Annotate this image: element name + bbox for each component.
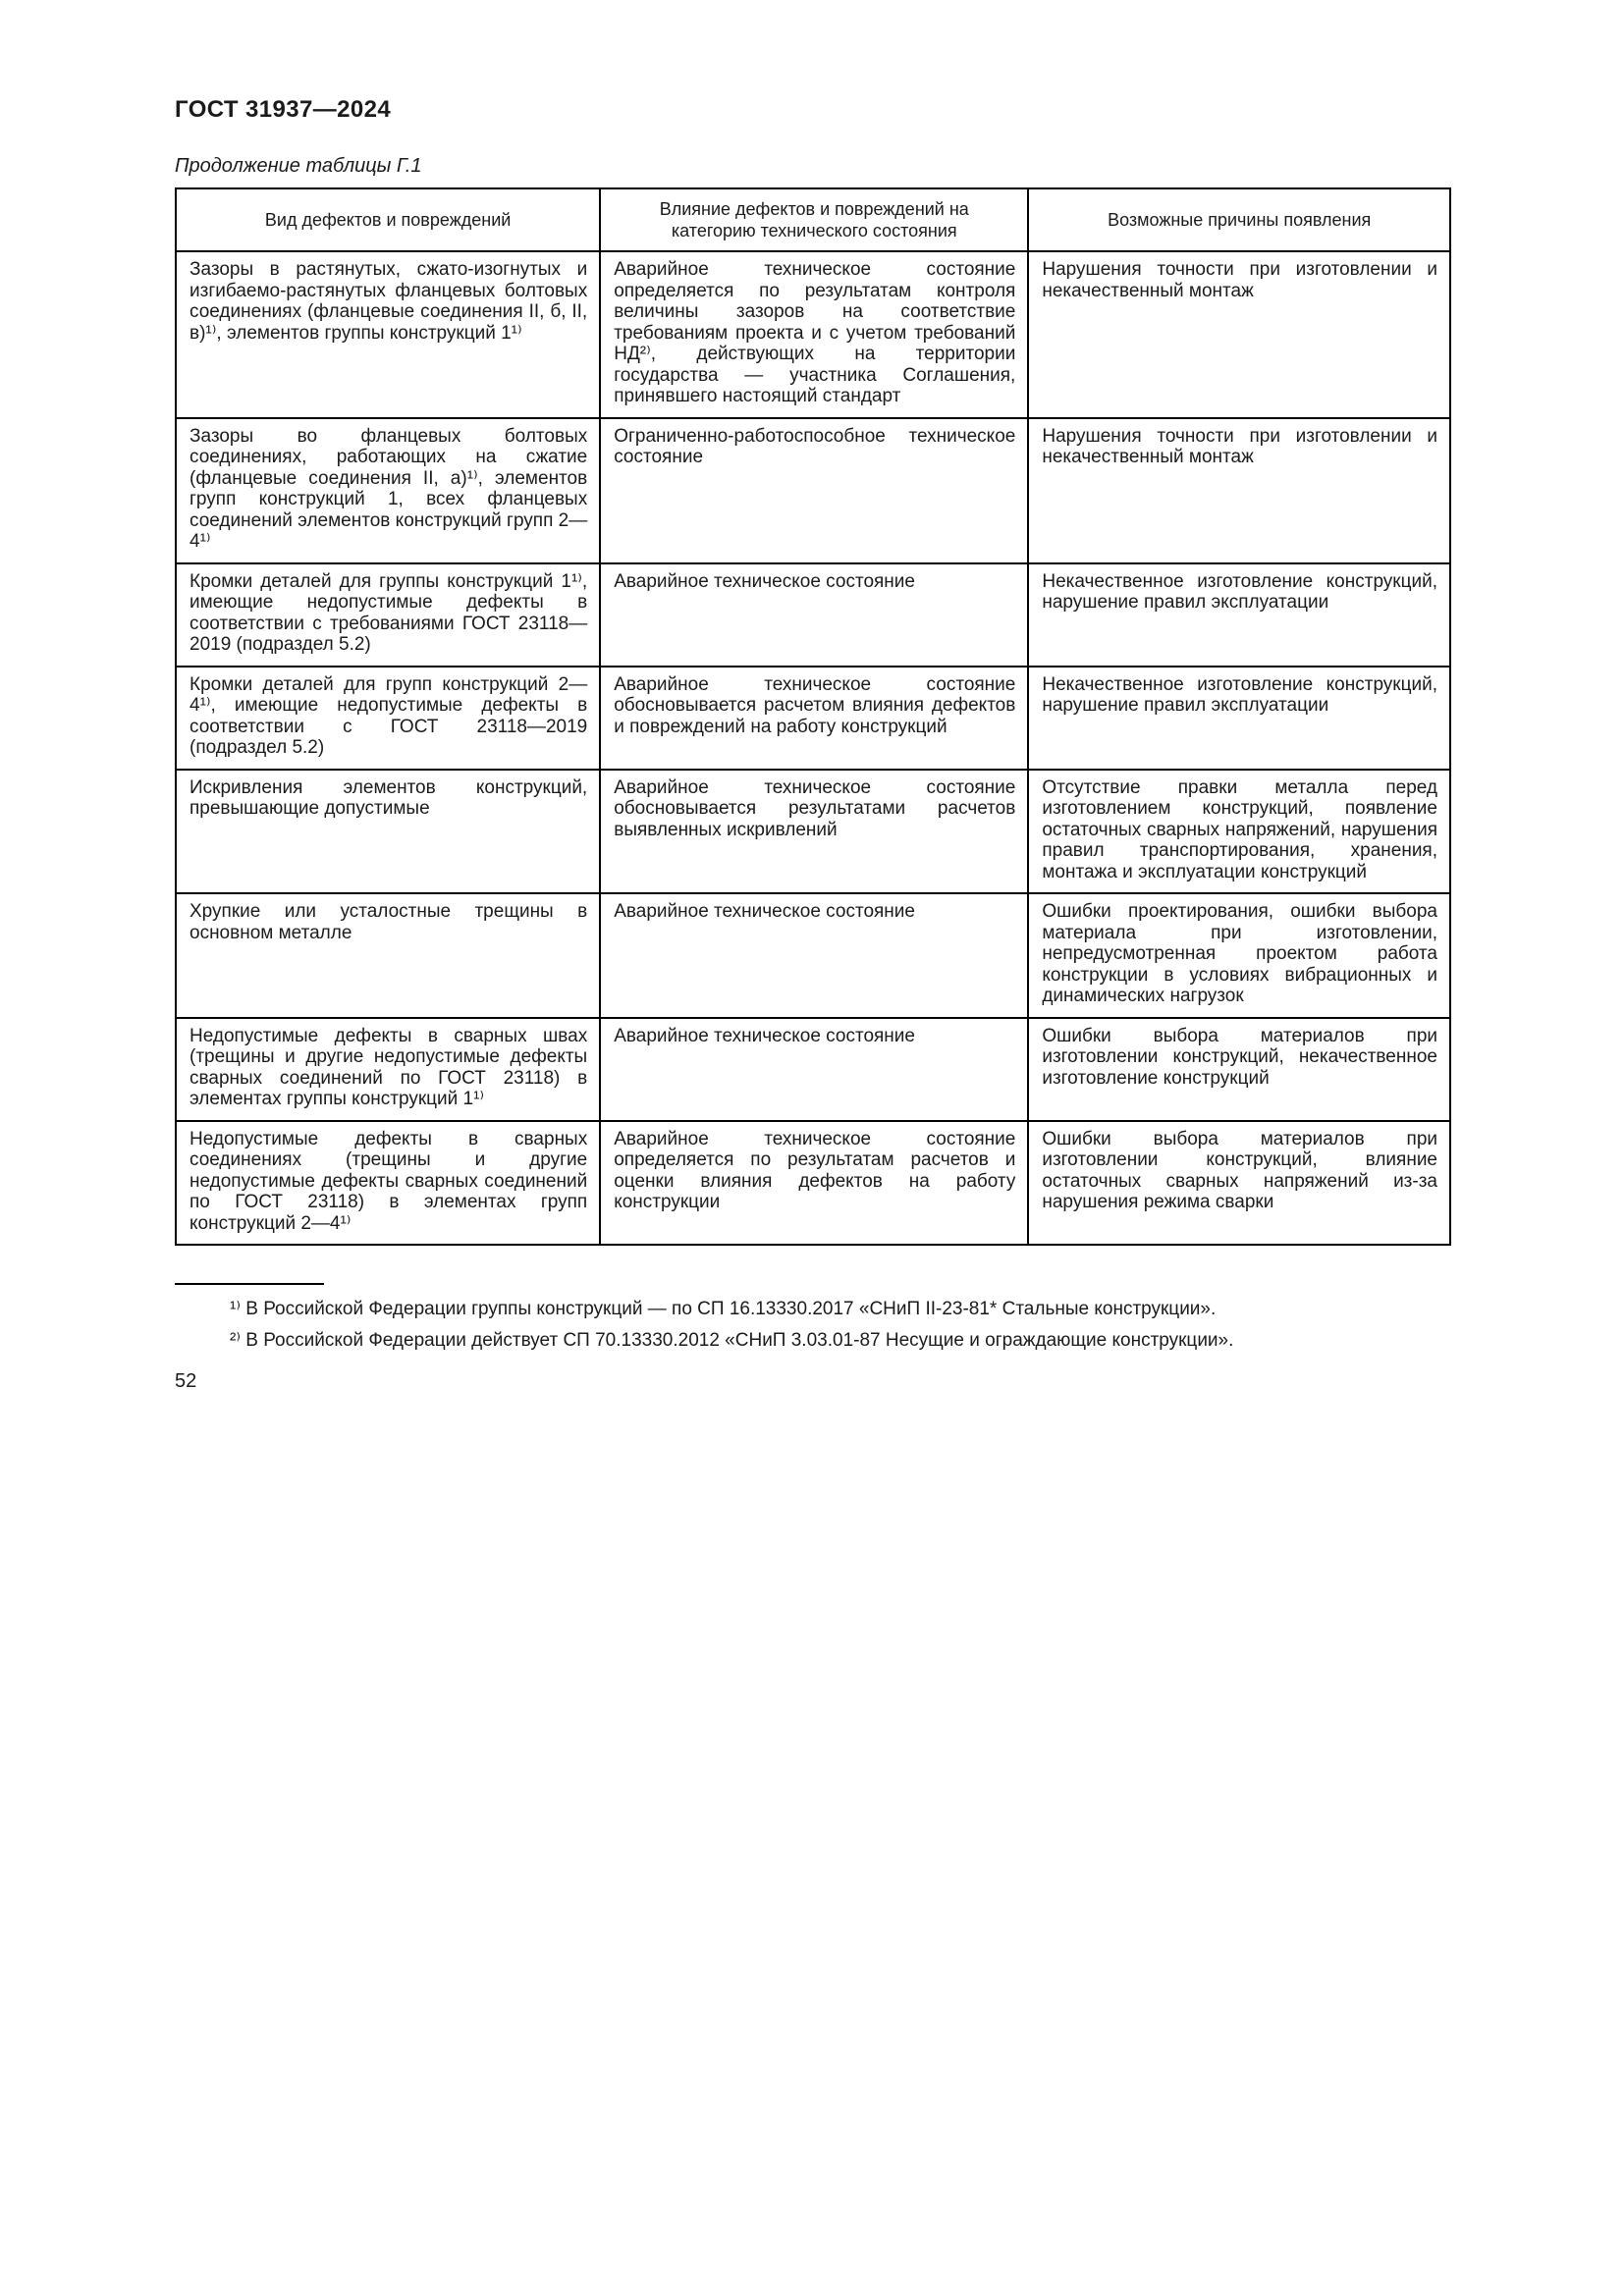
cell-causes: Ошибки проектирования, ошибки выбора материала при изготовлении, непредусмотренная проектом работа конструкции в условиях вибрационных и динамических нагрузок xyxy=(1028,893,1450,1018)
page-content xyxy=(175,96,1451,1393)
cell-influence: Аварийное техническое состояние обосновывается результатами расчетов выявленных искривлений xyxy=(600,770,1028,894)
table-continuation-caption: Продолжение таблицы Г.1 xyxy=(175,155,422,177)
table-row xyxy=(176,418,1450,563)
cell-defect-type: Недопустимые дефекты в сварных соединениях (трещины и другие недопустимые дефекты сварных соединений по ГОСТ 23118) в элементах групп конструкций 2—4¹⁾ xyxy=(176,1121,600,1246)
cell-defect-type: Зазоры в растянутых, сжато-изогнутых и изгибаемо-растянутых фланцевых болтовых соединениях (фланцевые соединения II, б, II, в)¹⁾, элементов группы конструкций 1¹⁾ xyxy=(176,251,600,418)
footnotes-section xyxy=(175,1283,1451,1353)
footnote-2: ²⁾ В Российской Федерации действует СП 70.13330.2012 «СНиП 3.03.01-87 Несущие и ограждающие конструкции». xyxy=(230,1330,1234,1351)
header-influence: Влияние дефектов и повреждений на категорию технического состояния xyxy=(600,188,1028,251)
header-defect-type: Вид дефектов и повреждений xyxy=(176,188,600,251)
cell-influence: Аварийное техническое состояние определяется по результатам контроля величины зазоров на соответствие требованиям проекта и с учетом требований НД²⁾, действующих на территории государства — участника Соглашения, принявшего настоящий стандарт xyxy=(600,251,1028,418)
table-row xyxy=(176,1121,1450,1246)
document-number: ГОСТ 31937—2024 xyxy=(175,96,392,123)
cell-defect-type: Зазоры во фланцевых болтовых соединениях, работающих на сжатие (фланцевые соединения II, а)¹⁾, элементов групп конструкций 1, всех фланцевых соединений элементов конструкций групп 2—4¹⁾ xyxy=(176,418,600,563)
cell-causes: Ошибки выбора материалов при изготовлении конструкций, влияние остаточных сварных напряжений из-за нарушения режима сварки xyxy=(1028,1121,1450,1246)
cell-influence: Аварийное техническое состояние определяется по результатам расчетов и оценки влияния дефектов на работу конструкции xyxy=(600,1121,1028,1246)
cell-defect-type: Кромки деталей для групп конструкций 2—4¹⁾, имеющие недопустимые дефекты в соответствии с ГОСТ 23118—2019 (подраздел 5.2) xyxy=(176,667,600,770)
table-row xyxy=(176,770,1450,894)
cell-influence: Аварийное техническое состояние xyxy=(600,1018,1028,1121)
cell-causes: Ошибки выбора материалов при изготовлении конструкций, некачественное изготовление конструкций xyxy=(1028,1018,1450,1121)
cell-influence: Аварийное техническое состояние xyxy=(600,563,1028,667)
footnote-1: ¹⁾ В Российской Федерации группы конструкций — по СП 16.13330.2017 «СНиП II-23-81* Стальные конструкции». xyxy=(230,1299,1217,1319)
cell-influence: Аварийное техническое состояние xyxy=(600,893,1028,1018)
cell-influence: Ограниченно-работоспособное техническое состояние xyxy=(600,418,1028,563)
table-row xyxy=(176,1018,1450,1121)
cell-causes: Некачественное изготовление конструкций, нарушение правил эксплуатации xyxy=(1028,667,1450,770)
cell-influence: Аварийное техническое состояние обосновывается расчетом влияния дефектов и повреждений на работу конструкций xyxy=(600,667,1028,770)
table-row xyxy=(176,251,1450,418)
defects-table xyxy=(175,187,1451,1246)
cell-causes: Некачественное изготовление конструкций, нарушение правил эксплуатации xyxy=(1028,563,1450,667)
cell-causes: Нарушения точности при изготовлении и некачественный монтаж xyxy=(1028,418,1450,563)
footnote-separator xyxy=(175,1283,324,1285)
table-header-row xyxy=(176,188,1450,251)
header-causes: Возможные причины появления xyxy=(1028,188,1450,251)
cell-defect-type: Недопустимые дефекты в сварных швах (трещины и другие недопустимые дефекты сварных соединений по ГОСТ 23118) в элементах группы конструкций 1¹⁾ xyxy=(176,1018,600,1121)
cell-defect-type: Хрупкие или усталостные трещины в основном металле xyxy=(176,893,600,1018)
cell-defect-type: Кромки деталей для группы конструкций 1¹⁾, имеющие недопустимые дефекты в соответствии с требованиями ГОСТ 23118—2019 (подраздел 5.2) xyxy=(176,563,600,667)
table-row xyxy=(176,893,1450,1018)
table-row xyxy=(176,667,1450,770)
cell-causes: Нарушения точности при изготовлении и некачественный монтаж xyxy=(1028,251,1450,418)
cell-causes: Отсутствие правки металла перед изготовлением конструкций, появление остаточных сварных напряжений, нарушения правил транспортирования, хранения, монтажа и эксплуатации конструкций xyxy=(1028,770,1450,894)
page-number: 52 xyxy=(175,1370,197,1392)
cell-defect-type: Искривления элементов конструкций, превышающие допустимые xyxy=(176,770,600,894)
table-row xyxy=(176,563,1450,667)
